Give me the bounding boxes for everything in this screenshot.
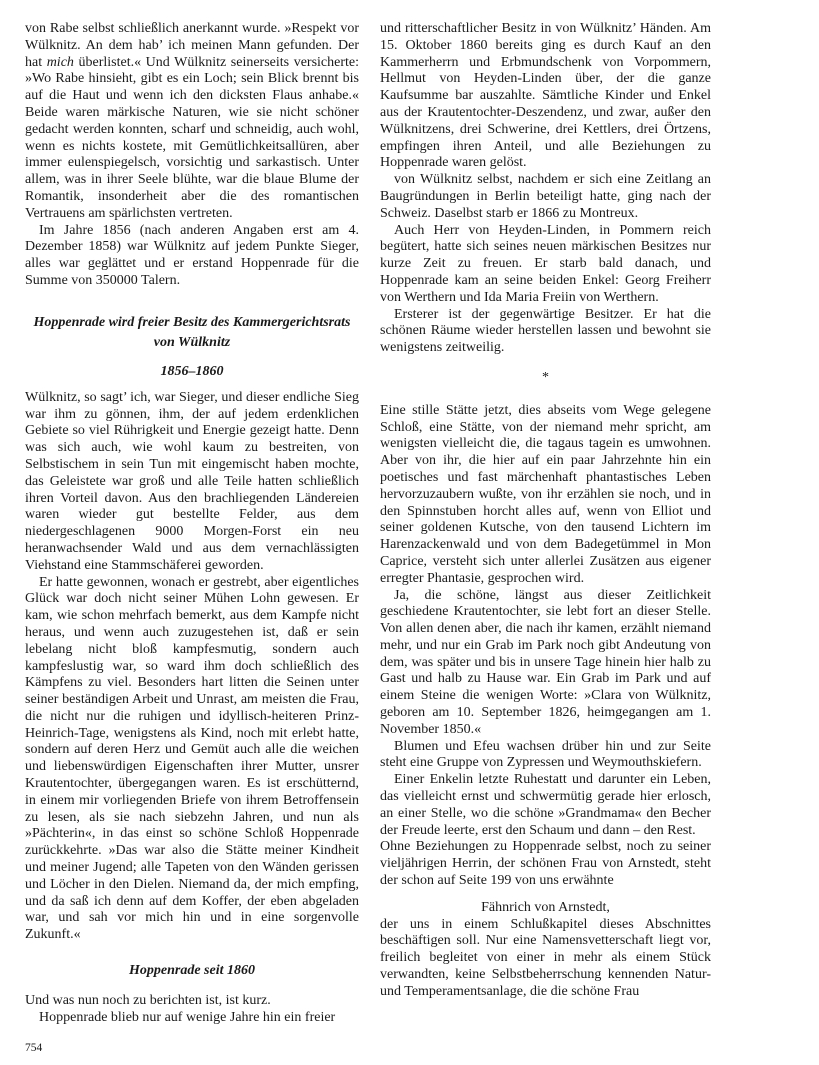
two-column-text-block bbox=[25, 21, 819, 1027]
paragraph: Er hatte gewonnen, wonach er gestrebt, aber eigentliches Glück war doch nicht seiner Mühen Lohn gewesen. Er kam, wie schon mehrfach bemerkt, aus dem Kampfe nicht heraus, und wenn auch zuzugestehen ist, daß er sein lebelang nicht bloß kampfesmutig, sondern auch kampfeslustig war, so ward ihm doch schließlich des Kämpfens zu viel. Besonders hart litten die Seinen unter seiner beständigen Arbeit und Unrast, am meisten die Frau, die nicht nur die ruhigen und idyllisch-heiteren Prinz-Heinrich-Tage, wenigstens als Kind, noch mit erlebt hatte, sondern auf deren Herz und Gemüt auch alle die weichen und liebenswürdigen Eigenschaften ihrer Mutter, unsrer Krautentochter, übergegangen waren. Es ist erschütternd, in einem mir vorliegenden Briefe von ihrem Betroffensein zu lesen, als sie nach siebzehn Jahren, und nun als »Pächterin«, in das einst so schöne Schloß Hoppenrade zurückkehrte. »Das war also die Stätte meiner Kindheit und meiner Jugend; alle Tapeten von den Wänden gerissen und Löcher in den Dielen. Niemand da, der mich empfing, und da saß ich denn auf dem Koffer, der eben abgeladen war, und sah vor mich hin und in eine sorgenvolle Zukunft.« bbox=[25, 574, 359, 943]
paragraph: Hoppenrade blieb nur auf wenige Jahre hin ein freier bbox=[39, 1009, 336, 1025]
paragraph: von Wülknitz selbst, nachdem er sich eine Zeitlang an Baugründungen in Berlin beteiligt hatte, ging nach der Schweiz. Daselbst starb er 1866 zu Montreux. bbox=[380, 172, 711, 221]
paragraph: Einer Enkelin letzte Ruhestatt und darunter ein Leben, das vielleicht ernst und schwermütig gerade hier erlosch, an einer Stelle, wo die schöne »Grandmama« den Becher der Freude leerte, erst den Schaum und dann – den Rest. bbox=[380, 772, 711, 838]
asterisk-section-separator: * bbox=[542, 369, 549, 385]
page-number: 754 bbox=[25, 1042, 43, 1054]
section-heading-line-2: von Wülknitz bbox=[153, 334, 231, 350]
paragraph-continuation bbox=[25, 21, 359, 223]
paragraph: Ja, die schöne, längst aus dieser Zeitlichkeit geschiedene Krautentochter, sie lebt fort an dieser Stelle. Von allen denen aber, die nach ihr kamen, erzählt niemand mehr, und nur ein Grab im Park noch gibt Andeutung von dem, was später und bis in unsere Tage hinein hier halb zu Gast und halb zu Hause war. Ein Grab im Park und auf einem Steine die wenigen Worte: »Clara von Wülknitz, geboren am 10. September 1826, heimgegangen am 1. November 1850.« bbox=[380, 587, 711, 737]
section-subheading-years: 1856–1860 bbox=[160, 363, 224, 379]
paragraph: Eine stille Stätte jetzt, dies abseits vom Wege gelegene Schloß, eine Stätte, von der niemand mehr spricht, am wenigsten vielleicht die, die tagaus tagein es umwohnen. Aber von ihr, die hier auf ein paar Jahrzehnte hin ein poetisches und fast märchenhaft phantastisches Leben hervorzuzaubern wußte, von ihr erzählen sie noch, und in den Spinnstuben horcht alles auf, wenn von Elliot und seiner goldenen Kutsche, von den tausend Lichtern im Harenzackenwald und von dem Badegetümmel in Mon Caprice, versteht sich unter allerlei Zusätzen aus eigener erregter Phantasie, gesprochen wird. bbox=[380, 402, 711, 586]
paragraph: Ersterer ist der gegenwärtige Besitzer. Er hat die schönen Räume wieder herstellen lassen und bewohnt sie wenigstens zeitweilig. bbox=[380, 306, 711, 356]
paragraph: Und was nun noch zu berichten ist, ist kurz. bbox=[25, 993, 271, 1009]
section-heading-line-1: Hoppenrade wird freier Besitz des Kammergerichtsrats bbox=[33, 314, 351, 330]
section-heading: Hoppenrade seit 1860 bbox=[129, 963, 255, 979]
left-column bbox=[25, 21, 359, 1027]
right-column bbox=[380, 21, 711, 1001]
paragraph: Auch Herr von Heyden-Linden, in Pommern reich begütert, hatte sich seines neuen märkischen Besitzes nur kurze Zeit zu freuen. Er starb bald danach, und Hoppenrade kam an seine beiden Enkel: Georg Freiherr von Werthern und Ida Maria Freiin von Werthern. bbox=[380, 222, 711, 305]
paragraph: Ohne Beziehungen zu Hoppenrade selbst, noch zu seiner vieljährigen Herrin, der schönen Frau von Arnstedt, steht der schon auf Seite 199 von uns erwähnte bbox=[380, 839, 711, 889]
centered-name-line: Fähnrich von Arnstedt, bbox=[481, 899, 610, 915]
paragraph-continuation: und ritterschaftlicher Besitz in von Wülknitz’ Händen. Am 15. Oktober 1860 bereits ging es durch Kauf an den Kammerherrn und Erbmundschenk von Vorpommern, Hellmut von Heyden-Linden über, der die ganze Kaufsumme bar auszahlte. Sämtliche Kinder und Enkel aus der Krautentochter-Deszendenz, und zwar, außer den Wülknitzens, drei Schwerine, drei Kettlers, drei Örtzens, empfingen ihren Anteil, und alle Beziehungen zu Hoppenrade waren gelöst. bbox=[380, 21, 711, 171]
text-run: von Rabe selbst schließlich anerkannt wurde. »Respekt vor Wülknitz. An dem hab’ ich meinen Mann gefunden. Der hat bbox=[25, 21, 359, 70]
paragraph: Blumen und Efeu wachsen drüber hin und zur Seite steht eine Gruppe von Zypressen und Weymouthskiefern. bbox=[380, 738, 711, 771]
paragraph: Im Jahre 1856 (nach anderen Angaben erst am 4. Dezember 1858) war Wülknitz auf jedem Punkte Sieger, alles war geglättet und er erstand Hoppenrade für die Summe von 350000 Talern. bbox=[25, 222, 359, 288]
text-run: überlistet.« Und Wülknitz seinerseits versicherte: »Wo Rabe hinsieht, gibt es ein Loch; sein Blick brennt bis auf die Haut und wenn ich den dicksten Flaus anhabe.« Beide waren märkische Naturen, wie sie nicht schöner gedacht werden konnten, scharf und schneidig, auch wohl, wenn es nichts kostete, mit Gemütlichkeitsallüren, aber immer eulenspiegelsch, vorsichtig und sarkastisch. Unter allem, was in ihrer Seele blühte, war die blaue Blume der Romantik, insonderheit aber die des romantischen Vertrauens am spärlichsten vertreten. bbox=[25, 54, 359, 221]
paragraph: Wülknitz, so sagt’ ich, war Sieger, und dieser endliche Sieg war ihm zu gönnen, ihm, der auf jedem erdenklichen Gebiete so viel Rührigkeit und Energie gezeigt hatte. Denn was sich auch, wie wohl kaum zu bestreiten, von Selbstischem in sein Tun mit eingemischt haben mochte, das Geleistete war groß und alle Teile hatten schließlich ihren Vorteil davon. Aus den brachliegenden Ländereien waren wieder gut bestellte Felder, aus dem niedergeschlagenen 9000 Morgen-Forst ein neu heranwachsender Wald und aus dem vernachlässigten Viehstand eine Stammschäferei geworden. bbox=[25, 389, 359, 573]
paragraph: der uns in einem Schlußkapitel dieses Abschnittes beschäftigen soll. Nur eine Namensvetterschaft liegt vor, freilich begleitet von einer in mehr als einem Stück verwandten, keine Selbstbeherrschung kennenden Natur- und Temperamentsanlage, die die schöne Frau bbox=[380, 916, 711, 999]
emphasized-word: mich bbox=[46, 54, 74, 70]
section-heading bbox=[25, 313, 359, 353]
